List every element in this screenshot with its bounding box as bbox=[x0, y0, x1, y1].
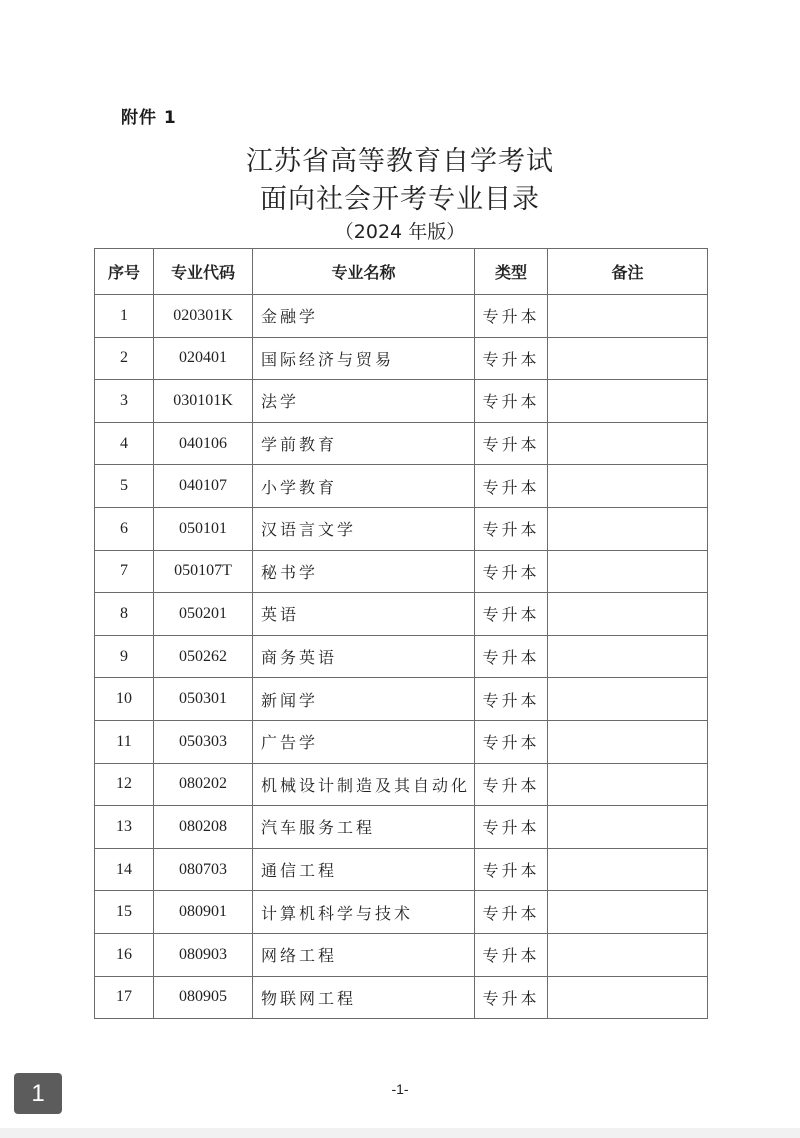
row-major-name: 广告学 bbox=[253, 720, 475, 763]
row-major-name: 学前教育 bbox=[253, 422, 475, 465]
header-seq: 序号 bbox=[95, 249, 154, 295]
row-major-name: 法学 bbox=[253, 380, 475, 423]
table-row bbox=[95, 848, 708, 891]
table-row bbox=[95, 593, 708, 636]
row-type: 专升本 bbox=[475, 550, 548, 593]
table-row bbox=[95, 720, 708, 763]
row-note bbox=[548, 933, 708, 976]
row-major-name: 网络工程 bbox=[253, 933, 475, 976]
row-major-name: 商务英语 bbox=[253, 635, 475, 678]
row-seq: 1 bbox=[95, 295, 154, 338]
row-note bbox=[548, 806, 708, 849]
row-major-code: 080202 bbox=[154, 763, 253, 806]
row-type: 专升本 bbox=[475, 848, 548, 891]
row-type: 专升本 bbox=[475, 678, 548, 721]
table-row bbox=[95, 295, 708, 338]
attachment-label: 附件 1 bbox=[121, 108, 177, 128]
row-type: 专升本 bbox=[475, 720, 548, 763]
viewer-page-badge[interactable]: 1 bbox=[14, 1073, 62, 1114]
row-major-code: 080703 bbox=[154, 848, 253, 891]
row-seq: 11 bbox=[95, 720, 154, 763]
row-major-code: 050201 bbox=[154, 593, 253, 636]
row-seq: 8 bbox=[95, 593, 154, 636]
row-major-code: 080903 bbox=[154, 933, 253, 976]
table-row bbox=[95, 763, 708, 806]
row-major-code: 050303 bbox=[154, 720, 253, 763]
row-major-name: 秘书学 bbox=[253, 550, 475, 593]
row-seq: 14 bbox=[95, 848, 154, 891]
row-seq: 16 bbox=[95, 933, 154, 976]
table-row bbox=[95, 678, 708, 721]
row-major-name: 英语 bbox=[253, 593, 475, 636]
bottom-divider bbox=[0, 1128, 800, 1138]
table-row bbox=[95, 337, 708, 380]
document-title-line2: 面向社会开考专业目录 bbox=[260, 184, 540, 215]
row-seq: 15 bbox=[95, 891, 154, 934]
table-row bbox=[95, 465, 708, 508]
row-note bbox=[548, 593, 708, 636]
row-major-name: 金融学 bbox=[253, 295, 475, 338]
table-row bbox=[95, 380, 708, 423]
table-row bbox=[95, 933, 708, 976]
table-row bbox=[95, 976, 708, 1019]
edition-label: （2024 年版） bbox=[334, 221, 466, 243]
row-note bbox=[548, 465, 708, 508]
row-major-name: 汽车服务工程 bbox=[253, 806, 475, 849]
row-major-code: 050301 bbox=[154, 678, 253, 721]
row-type: 专升本 bbox=[475, 422, 548, 465]
row-major-name: 小学教育 bbox=[253, 465, 475, 508]
row-note bbox=[548, 848, 708, 891]
row-note bbox=[548, 295, 708, 338]
header-type: 类型 bbox=[475, 249, 548, 295]
row-major-code: 080208 bbox=[154, 806, 253, 849]
row-note bbox=[548, 635, 708, 678]
row-major-code: 050107T bbox=[154, 550, 253, 593]
row-seq: 17 bbox=[95, 976, 154, 1019]
row-type: 专升本 bbox=[475, 593, 548, 636]
row-seq: 10 bbox=[95, 678, 154, 721]
table-row bbox=[95, 550, 708, 593]
table-row bbox=[95, 422, 708, 465]
table-row bbox=[95, 635, 708, 678]
table-row bbox=[95, 891, 708, 934]
table-header-row bbox=[95, 249, 708, 295]
row-major-code: 030101K bbox=[154, 380, 253, 423]
header-name: 专业名称 bbox=[253, 249, 475, 295]
row-type: 专升本 bbox=[475, 295, 548, 338]
row-seq: 7 bbox=[95, 550, 154, 593]
row-type: 专升本 bbox=[475, 337, 548, 380]
row-type: 专升本 bbox=[475, 380, 548, 423]
row-note bbox=[548, 976, 708, 1019]
row-note bbox=[548, 891, 708, 934]
row-major-code: 080905 bbox=[154, 976, 253, 1019]
row-major-code: 050101 bbox=[154, 507, 253, 550]
row-type: 专升本 bbox=[475, 933, 548, 976]
row-type: 专升本 bbox=[475, 635, 548, 678]
row-note bbox=[548, 763, 708, 806]
row-note bbox=[548, 337, 708, 380]
row-major-name: 机械设计制造及其自动化 bbox=[253, 763, 475, 806]
row-major-name: 物联网工程 bbox=[253, 976, 475, 1019]
header-note: 备注 bbox=[548, 249, 708, 295]
row-major-name: 国际经济与贸易 bbox=[253, 337, 475, 380]
row-major-code: 080901 bbox=[154, 891, 253, 934]
row-seq: 2 bbox=[95, 337, 154, 380]
row-major-name: 通信工程 bbox=[253, 848, 475, 891]
row-type: 专升本 bbox=[475, 806, 548, 849]
row-major-code: 020301K bbox=[154, 295, 253, 338]
major-catalog-table bbox=[94, 248, 708, 1019]
row-type: 专升本 bbox=[475, 465, 548, 508]
row-type: 专升本 bbox=[475, 891, 548, 934]
row-seq: 6 bbox=[95, 507, 154, 550]
row-note bbox=[548, 380, 708, 423]
row-major-code: 020401 bbox=[154, 337, 253, 380]
table-body bbox=[95, 295, 708, 1019]
header-code: 专业代码 bbox=[154, 249, 253, 295]
row-type: 专升本 bbox=[475, 507, 548, 550]
table-row bbox=[95, 507, 708, 550]
page-number: -1- bbox=[391, 1081, 409, 1097]
row-note bbox=[548, 678, 708, 721]
row-type: 专升本 bbox=[475, 976, 548, 1019]
row-note bbox=[548, 550, 708, 593]
row-note bbox=[548, 507, 708, 550]
row-seq: 9 bbox=[95, 635, 154, 678]
row-seq: 4 bbox=[95, 422, 154, 465]
row-seq: 5 bbox=[95, 465, 154, 508]
row-major-name: 汉语言文学 bbox=[253, 507, 475, 550]
row-note bbox=[548, 720, 708, 763]
row-major-code: 040106 bbox=[154, 422, 253, 465]
row-seq: 13 bbox=[95, 806, 154, 849]
table-row bbox=[95, 806, 708, 849]
row-major-name: 计算机科学与技术 bbox=[253, 891, 475, 934]
row-seq: 12 bbox=[95, 763, 154, 806]
row-type: 专升本 bbox=[475, 763, 548, 806]
document-title-line1: 江苏省高等教育自学考试 bbox=[246, 146, 554, 177]
row-note bbox=[548, 422, 708, 465]
row-major-name: 新闻学 bbox=[253, 678, 475, 721]
row-major-code: 040107 bbox=[154, 465, 253, 508]
row-major-code: 050262 bbox=[154, 635, 253, 678]
row-seq: 3 bbox=[95, 380, 154, 423]
